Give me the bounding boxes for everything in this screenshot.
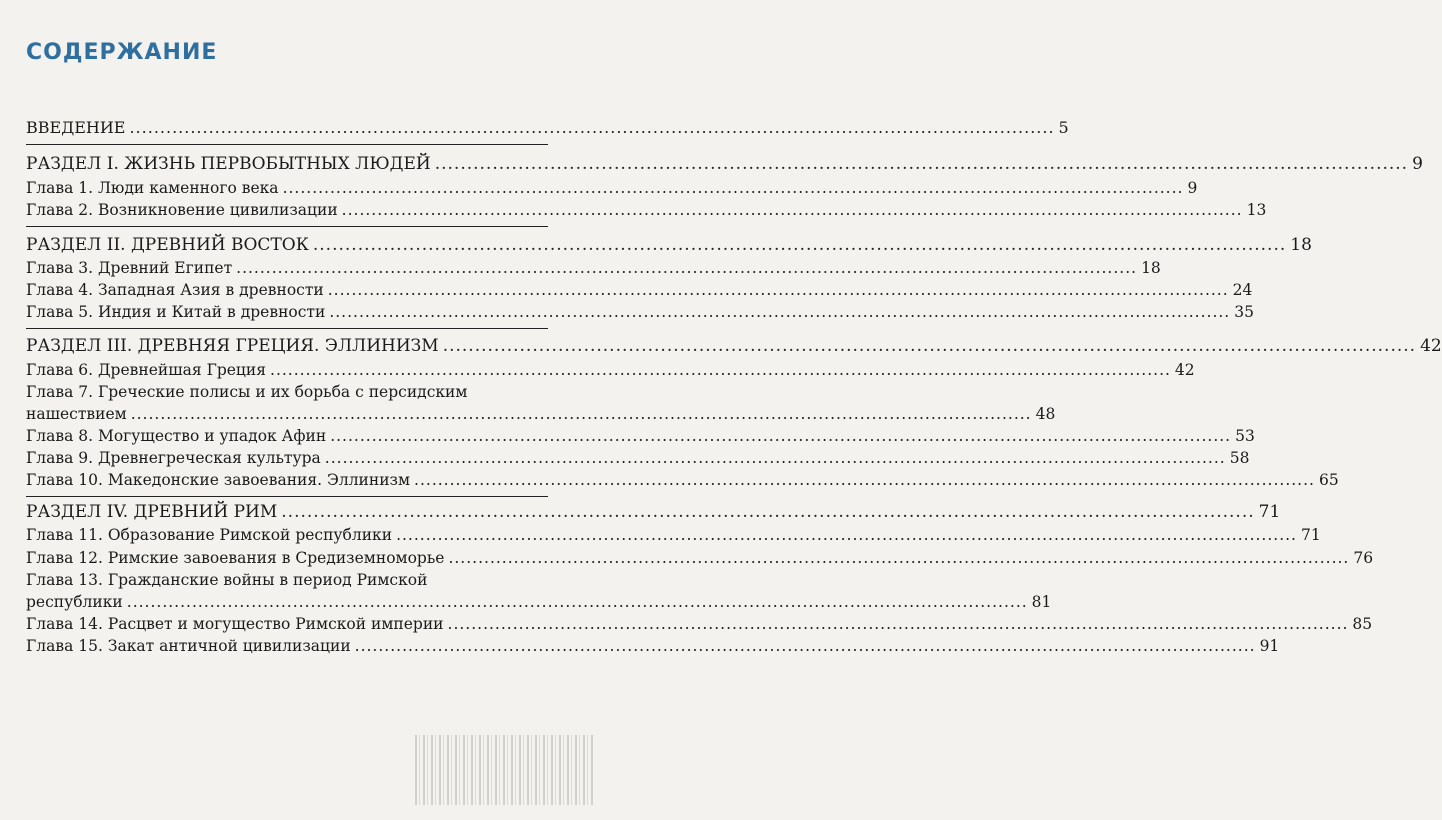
- section-divider: [26, 226, 548, 227]
- toc-chapter-10[interactable]: [26, 471, 1339, 489]
- toc-chapter-8[interactable]: [26, 427, 1255, 445]
- leader-dots: [313, 235, 1286, 255]
- toc-section-title: РАЗДЕЛ IV. ДРЕВНИЙ РИМ: [26, 502, 278, 522]
- toc-chapter-page: 76: [1353, 549, 1374, 567]
- toc-chapter-page: 91: [1259, 637, 1280, 655]
- toc-chapter-title-cont: республики: [26, 593, 123, 611]
- toc-chapter-2[interactable]: [26, 201, 1267, 219]
- toc-item-title: ВВЕДЕНИЕ: [26, 118, 126, 137]
- toc-section-page: 9: [1412, 154, 1423, 174]
- toc-chapter-page: 71: [1300, 526, 1321, 544]
- toc-chapter-12[interactable]: [26, 549, 1374, 567]
- leader-dots: [342, 201, 1243, 219]
- toc-section-4[interactable]: [26, 502, 1281, 522]
- section-divider: [26, 144, 548, 145]
- toc-chapter-title: Глава 14. Расцвет и могущество Римской империи: [26, 615, 444, 633]
- toc-chapter-page: 9: [1187, 179, 1198, 197]
- leader-dots: [448, 549, 1349, 567]
- toc-chapter-title: Глава 10. Македонские завоевания. Эллинизм: [26, 471, 411, 489]
- toc-chapter-page: 24: [1232, 281, 1253, 299]
- toc-section-title: РАЗДЕЛ II. ДРЕВНИЙ ВОСТОК: [26, 235, 309, 255]
- leader-dots: [325, 449, 1226, 467]
- section-divider: [26, 496, 548, 497]
- leader-dots: [129, 118, 1054, 137]
- leader-dots: [329, 303, 1230, 321]
- toc-section-title: РАЗДЕЛ III. ДРЕВНЯЯ ГРЕЦИЯ. ЭЛЛИНИЗМ: [26, 336, 439, 356]
- toc-chapter-3[interactable]: [26, 259, 1161, 277]
- toc-chapter-14[interactable]: [26, 615, 1373, 633]
- toc-chapter-7[interactable]: [26, 405, 1056, 423]
- toc-chapter-15[interactable]: [26, 637, 1280, 655]
- toc-chapter-9[interactable]: [26, 449, 1250, 467]
- toc-chapter-title: Глава 2. Возникновение цивилизации: [26, 201, 338, 219]
- toc-chapter-page: 42: [1174, 361, 1195, 379]
- toc-chapter-page: 81: [1031, 593, 1052, 611]
- toc-chapter-title: Глава 1. Люди каменного века: [26, 179, 279, 197]
- toc-chapter-6[interactable]: [26, 361, 1195, 379]
- toc-chapter-7-line1[interactable]: Глава 7. Греческие полисы и их борьба с персидским: [26, 383, 468, 401]
- toc-item-intro[interactable]: [26, 118, 1069, 137]
- toc-chapter-page: 65: [1318, 471, 1339, 489]
- toc-chapter-title: Глава 9. Древнегреческая культура: [26, 449, 321, 467]
- toc-chapter-page: 18: [1141, 259, 1161, 277]
- toc-chapter-title: Глава 4. Западная Азия в древности: [26, 281, 324, 299]
- toc-chapter-title: Глава 8. Могущество и упадок Афин: [26, 427, 327, 445]
- leader-dots: [330, 427, 1231, 445]
- leader-dots: [443, 336, 1416, 356]
- toc-chapter-page: 58: [1229, 449, 1250, 467]
- toc-chapter-title: Глава 6. Древнейшая Греция: [26, 361, 267, 379]
- toc-chapter-title-cont: нашествием: [26, 405, 127, 423]
- leader-dots: [127, 593, 1028, 611]
- page-title: СОДЕРЖАНИЕ: [26, 40, 218, 65]
- toc-chapter-11[interactable]: [26, 526, 1321, 544]
- toc-chapter-page: 53: [1235, 427, 1255, 445]
- leader-dots: [281, 502, 1254, 522]
- toc-section-page: 42: [1420, 336, 1442, 356]
- toc-chapter-page: 48: [1035, 405, 1056, 423]
- leader-dots: [236, 259, 1137, 277]
- toc-section-1[interactable]: [26, 154, 1423, 174]
- leader-dots: [396, 526, 1297, 544]
- leader-dots: [435, 154, 1408, 174]
- toc-chapter-13-line1[interactable]: Глава 13. Гражданские войны в период Римской: [26, 571, 428, 589]
- toc-chapter-1[interactable]: [26, 179, 1198, 197]
- toc-chapter-title: Глава 5. Индия и Китай в древности: [26, 303, 326, 321]
- toc-chapter-13[interactable]: [26, 593, 1052, 611]
- leader-dots: [131, 405, 1032, 423]
- toc-chapter-title: Глава 11. Образование Римской республики: [26, 526, 393, 544]
- toc-item-page: 5: [1058, 118, 1069, 137]
- leader-dots: [448, 615, 1349, 633]
- toc-section-title: РАЗДЕЛ I. ЖИЗНЬ ПЕРВОБЫТНЫХ ЛЮДЕЙ: [26, 154, 431, 174]
- toc-section-3[interactable]: [26, 336, 1442, 356]
- toc-chapter-page: 35: [1234, 303, 1254, 321]
- leader-dots: [328, 281, 1229, 299]
- toc-section-page: 18: [1290, 235, 1312, 255]
- section-divider: [26, 328, 548, 329]
- leader-dots: [270, 361, 1171, 379]
- toc-chapter-title: Глава 12. Римские завоевания в Средиземноморье: [26, 549, 445, 567]
- toc-chapter-page: 85: [1352, 615, 1373, 633]
- toc-chapter-page: 13: [1246, 201, 1267, 219]
- leader-dots: [414, 471, 1315, 489]
- toc-chapter-title: Глава 3. Древний Египет: [26, 259, 233, 277]
- toc-section-2[interactable]: [26, 235, 1312, 255]
- toc-chapter-5[interactable]: [26, 303, 1254, 321]
- toc-chapter-4[interactable]: [26, 281, 1253, 299]
- toc-section-page: 71: [1258, 502, 1281, 522]
- bleed-through-barcode: [415, 735, 595, 805]
- leader-dots: [283, 179, 1184, 197]
- leader-dots: [355, 637, 1256, 655]
- toc-chapter-title: Глава 15. Закат античной цивилизации: [26, 637, 351, 655]
